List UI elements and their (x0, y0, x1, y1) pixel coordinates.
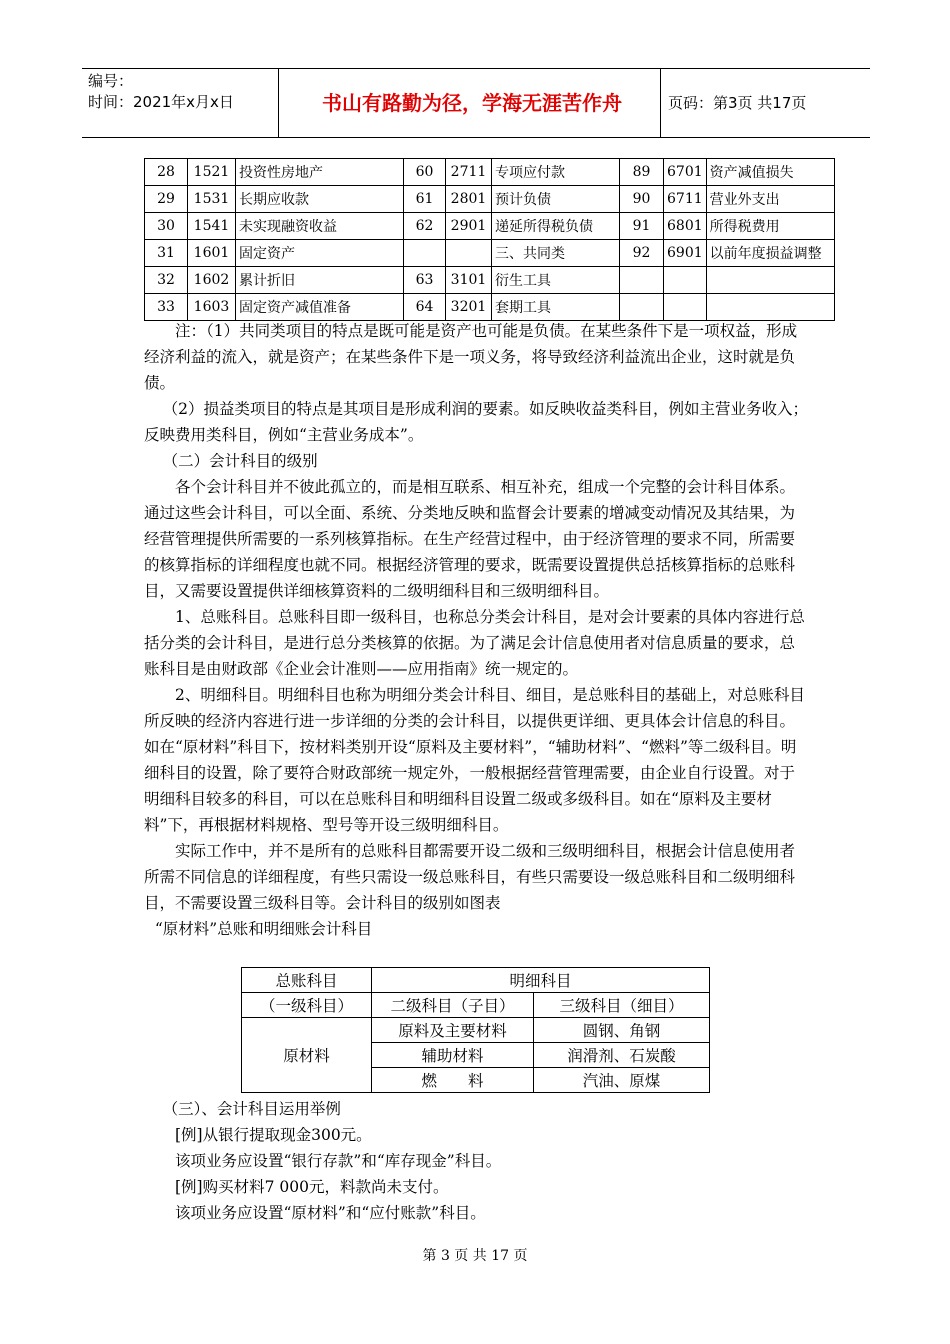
table-cell: 预计负债 (492, 186, 620, 213)
table-cell: 3201 (446, 294, 492, 321)
table-caption: “原材料”总账和明细账会计科目 (154, 920, 373, 938)
page-footer: 第 3 页 共 17 页 (422, 1248, 528, 1264)
table-cell: 所得税费用 (706, 213, 834, 240)
table-row (145, 267, 835, 294)
table-cell: 长期应收款 (236, 186, 404, 213)
table-cell: 6801 (664, 213, 707, 240)
table-cell: 2901 (446, 213, 492, 240)
levels-header-second: 二级科目（子目） (372, 993, 534, 1018)
table-cell: 31 (145, 240, 188, 267)
levels-third-cell: 润滑剂、石炭酸 (534, 1043, 710, 1068)
levels-second-cell: 燃 料 (372, 1068, 534, 1093)
table-cell: 递延所得税负债 (492, 213, 620, 240)
table-cell: 1601 (188, 240, 236, 267)
table-cell: 60 (404, 159, 446, 186)
body-text (144, 318, 808, 942)
table-cell: 1531 (188, 186, 236, 213)
table-cell: 64 (404, 294, 446, 321)
table-cell (664, 267, 707, 294)
paragraph: 各个会计科目并不彼此孤立的，而是相互联系、相互补充，组成一个完整的会计科目体系。通过这些会计科目，可以全面、系统、分类地反映和监督会计要素的增减变动情况及其结果，为经营管理提供所需要的一系列核算指标。在生产经营过程中，由于经济管理的要求不同，所需要的核算指标的详细程度也就不同。根据经济管理的要求，既需要设置提供总括核算指标的总账科目，又需要设置提供详细核算资料的二级明细科目和三级明细科目。 (144, 478, 796, 600)
example-line: [例]购买材料7 000元，料款尚未支付。 (175, 1178, 449, 1196)
example-line: 该项业务应设置“银行存款”和“库存现金”科目。 (175, 1152, 502, 1170)
header-motto: 书山有路勤为径，学海无涯苦作舟 (322, 91, 622, 115)
header-divider (660, 69, 661, 137)
table-cell: 套期工具 (492, 294, 620, 321)
table-row (145, 294, 835, 321)
table-cell: 1602 (188, 267, 236, 294)
table-cell (404, 240, 446, 267)
paragraph: 1、总账科目。总账科目即一级科目，也称总分类会计科目，是对会计要素的具体内容进行总括分类的会计科目，是进行总分类核算的依据。为了满足会计信息使用者对信息质量的要求，总账科目是由财政部《企业会计准则——应用指南》统一规定的。 (144, 608, 805, 678)
table-cell: 6711 (664, 186, 707, 213)
table-cell: 1603 (188, 294, 236, 321)
table-cell: 32 (145, 267, 188, 294)
table-cell: 专项应付款 (492, 159, 620, 186)
paragraph: 2、明细科目。明细科目也称为明细分类会计科目、细目，是总账科目的基础上，对总账科目所反映的经济内容进行进一步详细的分类的会计科目，以提供更详细、更具体会计信息的科目。如在“原材料”科目下，按材料类别开设“原料及主要材料”，“辅助材料”、“燃料”等二级科目。明细科目的设置，除了要符合财政部统一规定外，一般根据经营管理需要，由企业自行设置。对于明细科目较多的科目，可以在总账科目和明细科目设置二级或多级科目。如在“原料及主要材料”下，再根据材料规格、型号等开设三级明细科目。 (144, 686, 805, 834)
levels-header-general-sub: （一级科目） (242, 993, 372, 1018)
table-cell (620, 267, 664, 294)
table-cell: 61 (404, 186, 446, 213)
table-cell: 6901 (664, 240, 707, 267)
table-row (145, 186, 835, 213)
table-cell: 89 (620, 159, 664, 186)
time-label: 时间：2021年x月x日 (88, 93, 234, 111)
table-cell: 衍生工具 (492, 267, 620, 294)
serial-label: 编号： (88, 72, 134, 90)
table-cell (620, 294, 664, 321)
levels-third-cell: 圆钢、角钢 (534, 1018, 710, 1043)
levels-second-cell: 原料及主要材料 (372, 1018, 534, 1043)
table-cell: 91 (620, 213, 664, 240)
table-cell (706, 294, 834, 321)
example-line: 该项业务应设置“原材料”和“应付账款”科目。 (175, 1204, 486, 1222)
levels-third-cell: 汽油、原煤 (534, 1068, 710, 1093)
levels-main-account: 原材料 (242, 1018, 372, 1093)
table-cell: 资产减值损失 (706, 159, 834, 186)
table-cell: 2801 (446, 186, 492, 213)
table-cell (664, 294, 707, 321)
section-heading: （二）会计科目的级别 (162, 452, 318, 470)
table-cell: 固定资产 (236, 240, 404, 267)
table-cell: 营业外支出 (706, 186, 834, 213)
levels-header-general: 总账科目 (242, 968, 372, 993)
table-cell: 29 (145, 186, 188, 213)
table-cell: 以前年度损益调整 (706, 240, 834, 267)
example-line: [例]从银行提取现金300元。 (175, 1126, 372, 1144)
table-cell: 92 (620, 240, 664, 267)
table-cell: 28 (145, 159, 188, 186)
table-row (145, 240, 835, 267)
levels-header-detail: 明细科目 (372, 968, 710, 993)
examples-section (144, 1096, 808, 1226)
table-cell: 固定资产减值准备 (236, 294, 404, 321)
table-cell: 1521 (188, 159, 236, 186)
page-header (82, 68, 870, 138)
table-cell: 未实现融资收益 (236, 213, 404, 240)
account-levels-table (241, 967, 710, 1093)
paragraph: （2）损益类项目的特点是其项目是形成利润的要素。如反映收益类科目，例如主营业务收入；反映费用类科目，例如“主营业务成本”。 (144, 400, 808, 444)
account-code-table (144, 158, 835, 321)
header-divider (278, 69, 279, 137)
section-heading: （三）、会计科目运用举例 (162, 1100, 341, 1118)
table-row (145, 213, 835, 240)
levels-header-third: 三级科目（细目） (534, 993, 710, 1018)
header-meta (88, 71, 234, 113)
table-cell (446, 240, 492, 267)
table-cell: 33 (145, 294, 188, 321)
table-cell: 6701 (664, 159, 707, 186)
paragraph: 注：（1）共同类项目的特点是既可能是资产也可能是负债。在某些条件下是一项权益，形成经济利益的流入，就是资产；在某些条件下是一项义务，将导致经济利益流出企业，这时就是负债。 (144, 322, 798, 392)
table-cell (706, 267, 834, 294)
table-cell: 90 (620, 186, 664, 213)
table-cell: 2711 (446, 159, 492, 186)
levels-second-cell: 辅助材料 (372, 1043, 534, 1068)
table-cell: 1541 (188, 213, 236, 240)
table-cell: 投资性房地产 (236, 159, 404, 186)
table-cell: 三、共同类 (492, 240, 620, 267)
table-cell: 62 (404, 213, 446, 240)
table-row (145, 159, 835, 186)
table-cell: 3101 (446, 267, 492, 294)
table-cell: 30 (145, 213, 188, 240)
header-page-info: 页码：第3页 共17页 (668, 94, 807, 112)
table-cell: 63 (404, 267, 446, 294)
table-cell: 累计折旧 (236, 267, 404, 294)
paragraph: 实际工作中，并不是所有的总账科目都需要开设二级和三级明细科目，根据会计信息使用者所需不同信息的详细程度，有些只需设一级总账科目，有些只需要设一级总账科目和二级明细科目，不需要设置三级科目等。会计科目的级别如图表 (144, 842, 796, 912)
